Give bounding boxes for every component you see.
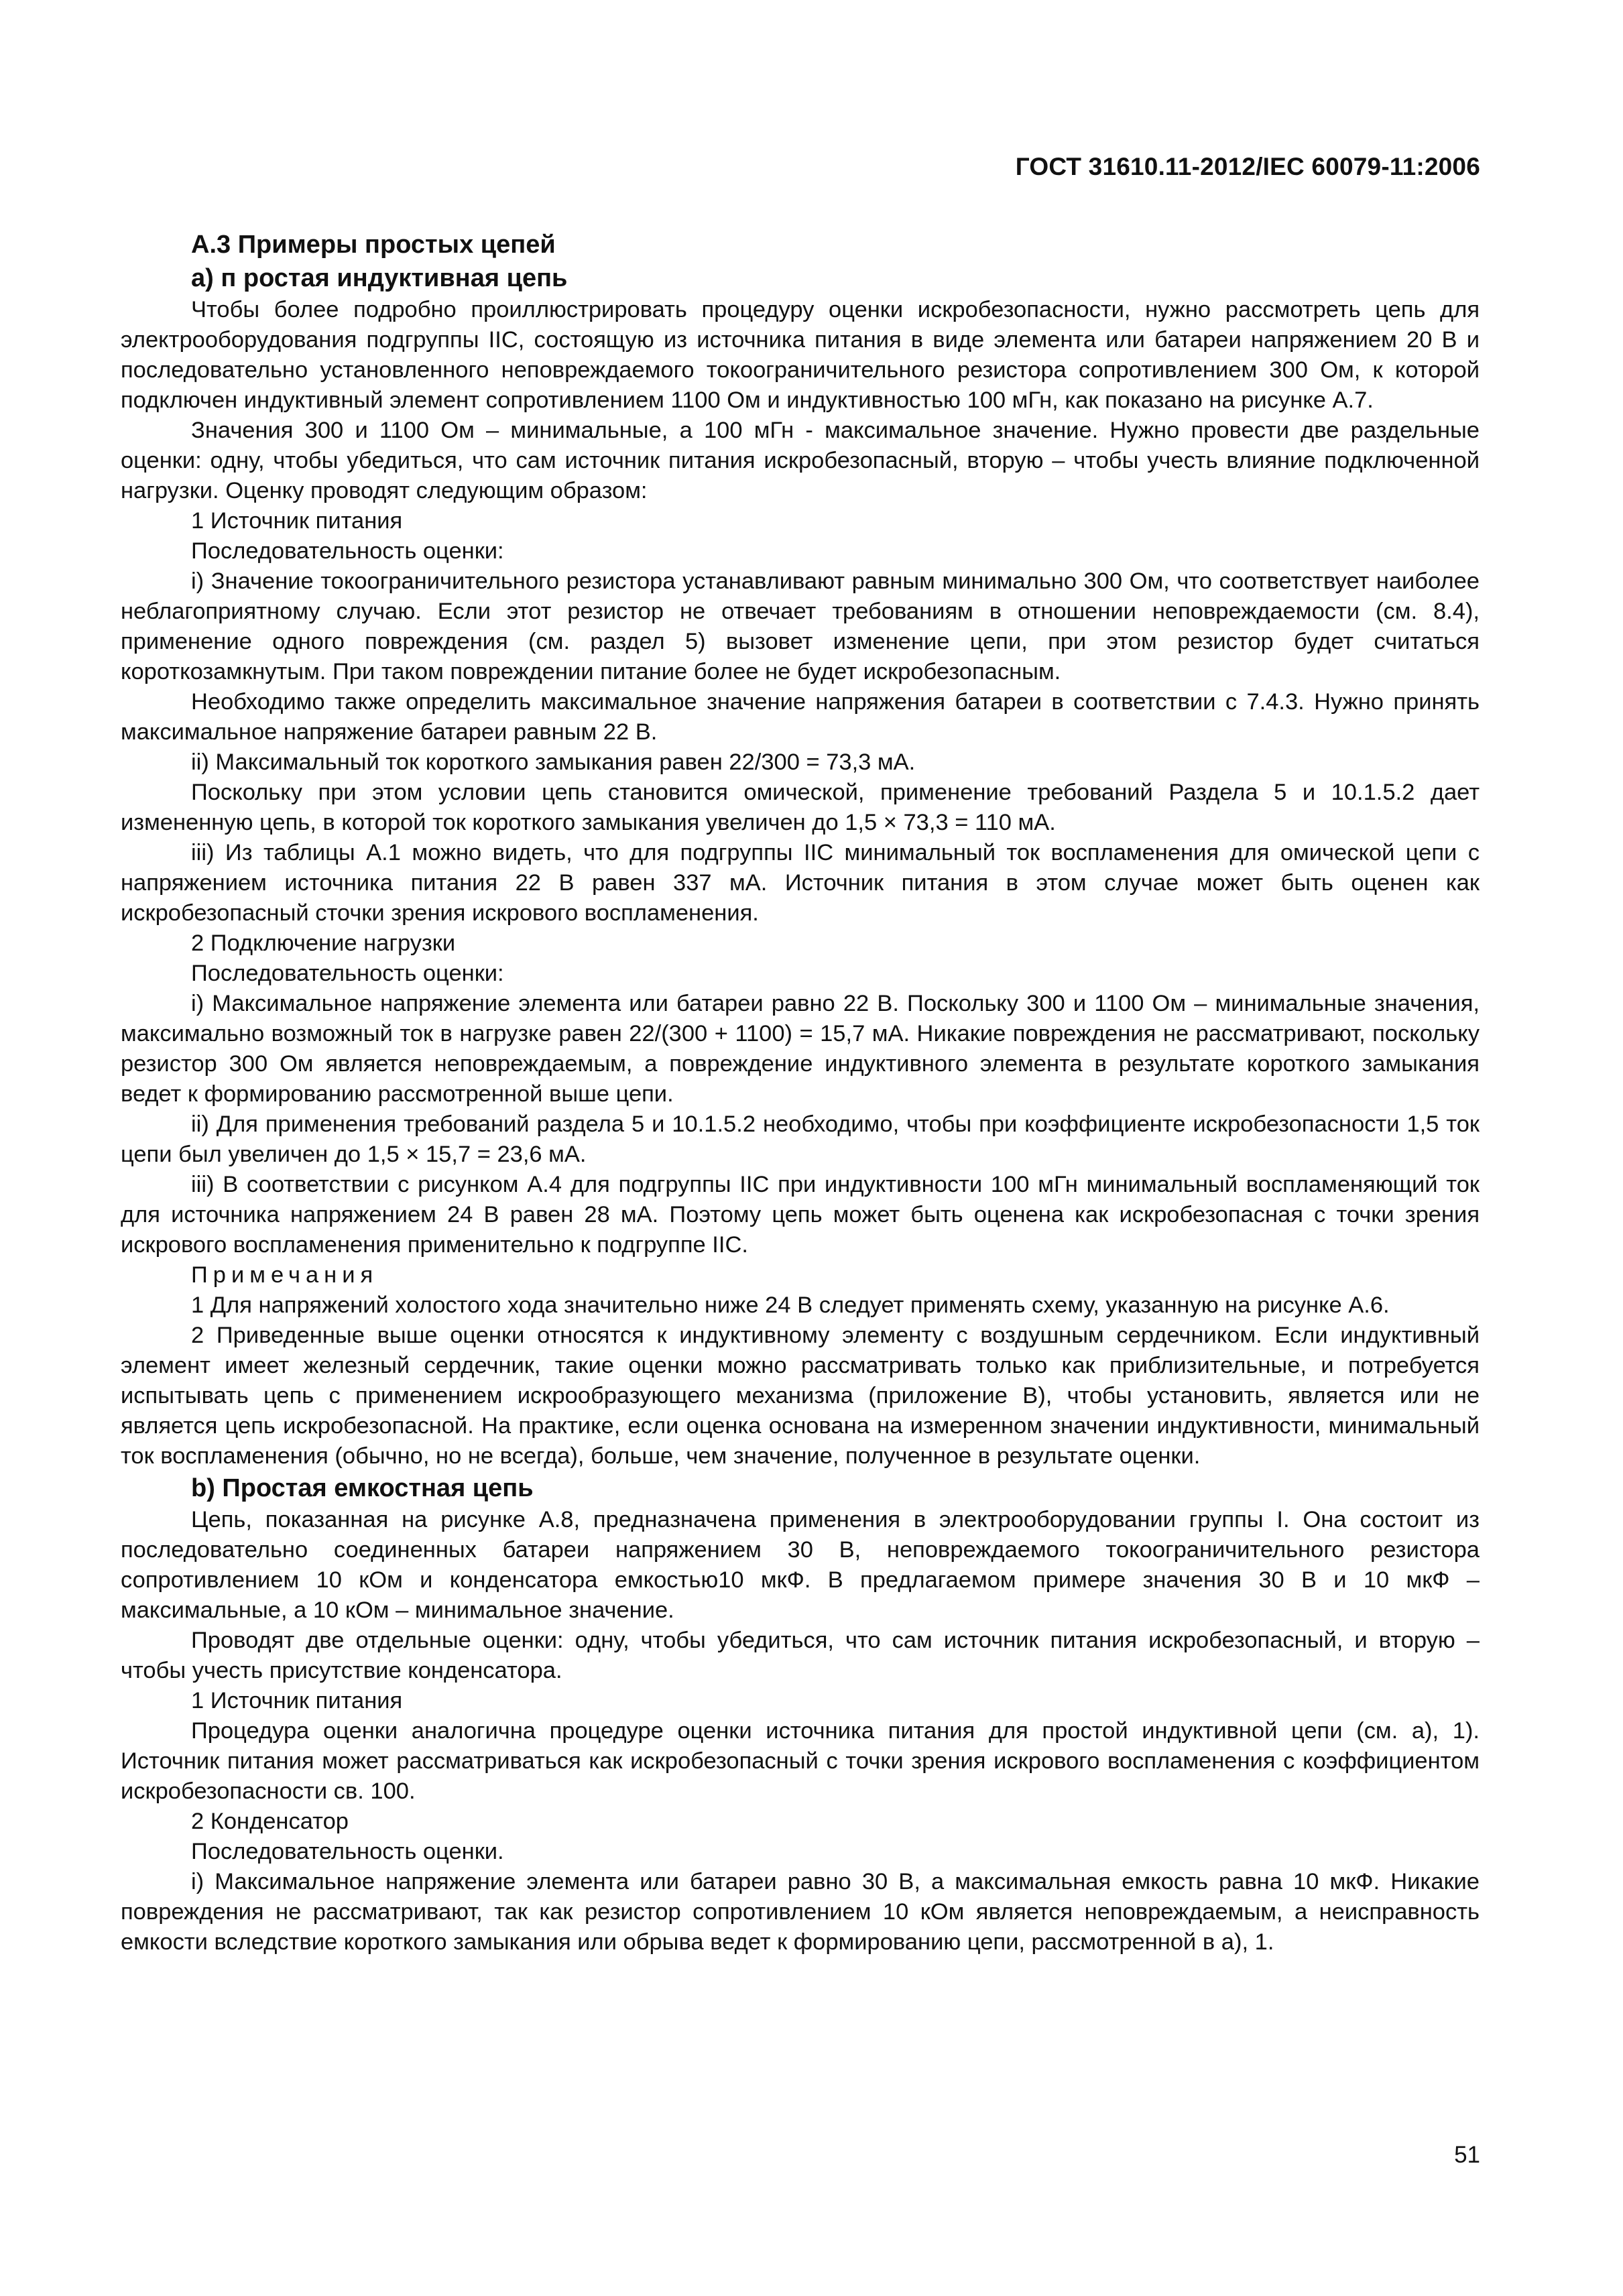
paragraph: i) Значение токоограничительного резистора устанавливают равным минимально 300 Ом, что соответствует наиболее неблагоприятному случаю. Если этот резистор не отвечает требованиям в отношении неповреждаемости (см. 8.4), применение одного повреждения (см. раздел 5) вызовет изменение цепи, при этом резистор будет считаться короткозамкнутым. При таком повреждении питание более не будет искробезопасным. — [121, 568, 1480, 684]
paragraph: i) Максимальное напряжение элемента или батареи равно 30 В, а максимальная емкость равна 10 мкФ. Никакие повреждения не рассматривают, так как резистор сопротивлением 10 кОм является неповреждаемым, а неисправность емкости вследствие короткого замыкания или обрыва ведет к формированию цепи, рассмотренной в а), 1. — [121, 1869, 1480, 1955]
list-heading: Последовательность оценки: — [191, 961, 504, 986]
page-number: 51 — [1454, 2142, 1480, 2168]
paragraph: iii) В соответствии с рисунком А.4 для подгруппы IIC при индуктивности 100 мГн минимальный воспламеняющий ток для источника напряжением 24 В равен 28 мА. Поэтому цепь может быть оценена как искробезопасная с точки зрения искрового воспламенения применительно к подгруппе IIC. — [121, 1172, 1480, 1258]
list-heading: 1 Источник питания — [191, 1688, 403, 1713]
paragraph: Значения 300 и 1100 Ом – минимальные, а 100 мГн - максимальное значение. Нужно провести две раздельные оценки: одну, чтобы убедиться, что сам источник питания искробезопасный, вторую – чтобы учесть влияние подключенной нагрузки. Оценку проводят следующим образом: — [121, 418, 1480, 503]
list-heading: 1 Источник питания — [191, 508, 403, 534]
list-heading: 2 Конденсатор — [191, 1809, 349, 1834]
paragraph: Необходимо также определить максимальное значение напряжения батареи в соответствии с 7.4.3. Нужно принять максимальное напряжение батареи равным 22 В. — [121, 689, 1480, 745]
note: 1 Для напряжений холостого хода значительно ниже 24 В следует применять схему, указанную на рисунке А.6. — [191, 1292, 1390, 1318]
paragraph: Цепь, показанная на рисунке А.8, предназначена применения в электрооборудовании группы I. Она состоит из последовательно соединенных батареи напряжением 30 В, неповреждаемого токоограничительного резистора сопротивлением 10 кОм и конденсатора емкостью10 мкФ. В предлагаемом примере значения 30 В и 10 мкФ – максимальные, а 10 кОм – минимальное значение. — [121, 1507, 1480, 1623]
document-body — [121, 228, 1480, 1957]
subsection-b-title: b) Простая емкостная цепь — [191, 1474, 534, 1502]
paragraph: i) Максимальное напряжение элемента или батареи равно 22 В. Поскольку 300 и 1100 Ом – минимальные значения, максимально возможный ток в нагрузке равен 22/(300 + 1100) = 15,7 мА. Никакие повреждения не рассматривают, поскольку резистор 300 Ом является неповреждаемым, а повреждение индуктивного элемента в результате короткого замыкания ведет к формированию рассмотренной выше цепи. — [121, 991, 1480, 1107]
paragraph: Чтобы более подробно проиллюстрировать процедуру оценки искробезопасности, нужно рассмотреть цепь для электрооборудования подгруппы IIC, состоящую из источника питания в виде элемента или батареи напряжением 20 В и последовательно установленного неповреждаемого токоограничительного резистора сопротивлением 300 Ом, к которой подключен индуктивный элемент сопротивлением 1100 Ом и индуктивностью 100 мГн, как показано на рисунке А.7. — [121, 297, 1480, 413]
paragraph: iii) Из таблицы А.1 можно видеть, что для подгруппы IIC минимальный ток воспламенения для омической цепи с напряжением источника питания 22 В равен 337 мА. Источник питания в этом случае может быть оценен как искробезопасный сточки зрения искрового воспламенения. — [121, 840, 1480, 926]
document-header: ГОСТ 31610.11-2012/IEC 60079-11:2006 — [1015, 153, 1480, 180]
note: 2 Приведенные выше оценки относятся к индуктивному элементу с воздушным сердечником. Если индуктивный элемент имеет железный сердечник, такие оценки можно рассматривать только как приблизительные, и потребуется испытывать цепь с применением искрообразующего механизма (приложение В), чтобы установить, является или не является цепь искробезопасной. На практике, если оценка основана на измеренном значении индуктивности, минимальный ток воспламенения (обычно, но не всегда), больше, чем значение, полученное в результате оценки. — [121, 1323, 1480, 1469]
subsection-a-title: а) п ростая индуктивная цепь — [191, 264, 568, 292]
paragraph: Проводят две отдельные оценки: одну, чтобы убедиться, что сам источник питания искробезопасный, и вторую – чтобы учесть присутствие конденсатора. — [121, 1628, 1480, 1683]
list-heading: Последовательность оценки. — [191, 1839, 504, 1864]
notes-title: Примечания — [191, 1262, 379, 1288]
paragraph: Процедура оценки аналогична процедуре оценки источника питания для простой индуктивной цепи (см. а), 1). Источник питания может рассматриваться как искробезопасный с точки зрения искрового воспламенения с коэффициентом искробезопасности св. 100. — [121, 1718, 1480, 1804]
paragraph: Поскольку при этом условии цепь становится омической, применение требований Раздела 5 и 10.1.5.2 дает измененную цепь, в которой ток короткого замыкания увеличен до 1,5 × 73,3 = 110 мА. — [121, 780, 1480, 835]
section-title: А.3 Примеры простых цепей — [191, 231, 556, 259]
paragraph: ii) Максимальный ток короткого замыкания равен 22/300 = 73,3 мА. — [191, 749, 916, 775]
list-heading: 2 Подключение нагрузки — [191, 930, 456, 956]
paragraph: ii) Для применения требований раздела 5 и 10.1.5.2 необходимо, чтобы при коэффициенте искробезопасности 1,5 ток цепи был увеличен до 1,5 × 15,7 = 23,6 мА. — [121, 1111, 1480, 1167]
list-heading: Последовательность оценки: — [191, 538, 504, 564]
